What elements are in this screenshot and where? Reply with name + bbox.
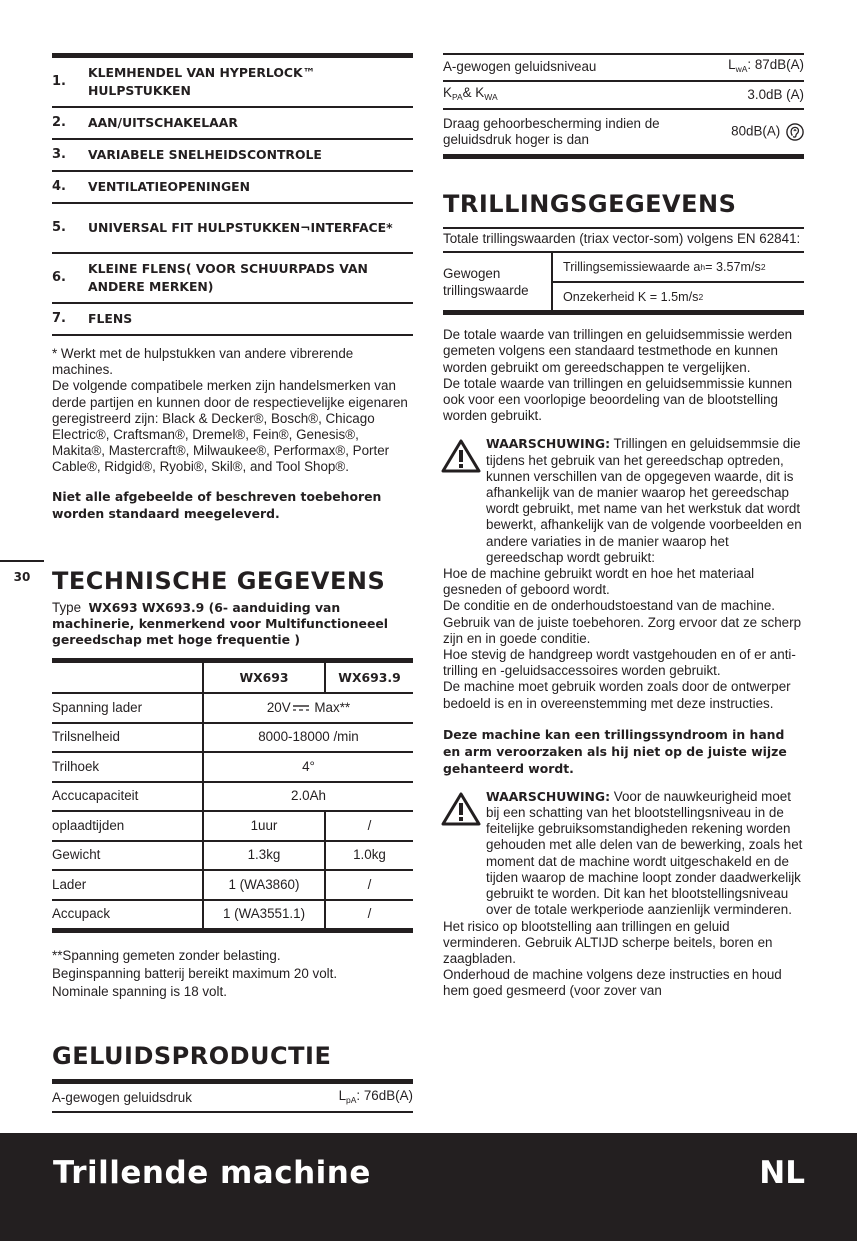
vibration-intro: Totale trillingswaarden (triax vector-som) volgens EN 62841: xyxy=(443,229,804,253)
part-label: KLEMHENDEL VAN HYPERLOCK™ HULPSTUKKEN xyxy=(88,65,315,98)
type-value: WX693 WX693.9 (6- aanduiding van machinerie, kenmerkend voor Multifunctioneeel gereedschap met hoge frequentie ) xyxy=(52,599,388,648)
vibration-paragraph xyxy=(443,327,804,424)
hearing-protection-value: 80dB(A) xyxy=(731,123,781,139)
part-number: 3. xyxy=(52,146,66,162)
warning-item: Hoe de machine gebruikt wordt en hoe het materiaal gesneden of geboord wordt. xyxy=(443,566,755,598)
warning-item: Het risico op blootstelling aan trillingen en geluid verminderen. Gebruik ALTIJD scherpe beitels, boren en zaagbladen. xyxy=(443,918,773,966)
compatibility-note xyxy=(52,346,413,476)
table-row xyxy=(52,693,413,723)
sound-pressure-label: A-gewogen geluidsdruk xyxy=(52,1089,192,1105)
k-sub: PA xyxy=(451,91,463,102)
uncertainty-label: Onzekerheid K = 1.5m/s xyxy=(563,289,699,304)
part-number: 2. xyxy=(52,114,66,130)
part-number: 6. xyxy=(52,269,66,285)
row-label: Spanning lader xyxy=(52,693,203,723)
page-number: 30 xyxy=(0,560,44,592)
sound-pressure-value-group xyxy=(339,1088,413,1108)
hearing-protection-row xyxy=(443,110,804,154)
table-row xyxy=(52,723,413,753)
ear-protection-icon xyxy=(786,123,804,141)
warning-item: De conditie en de onderhoudstoestand van de machine. xyxy=(443,598,776,614)
table-header-row xyxy=(52,661,413,694)
part-label: VENTILATIEOPENINGEN xyxy=(88,179,250,194)
k-sub: WA xyxy=(484,91,498,102)
k-symbol: K xyxy=(443,84,452,100)
table-row xyxy=(52,782,413,812)
paragraph-line: De totale waarde van trillingen en geluidsemmissie kunnen ook voor een voorlopige beoordeling van de blootstelling worden gebruikt. xyxy=(443,375,793,424)
warning-item: De machine moet gebruik worden zoals door de ontwerper bedoeld is en in overeenstemming met deze instructies. xyxy=(443,679,791,711)
warning-body: Trillingen en geluidsemmsie die tijdens het gebruik van het gereedschap optreden, kunnen verschillen van de opgegeven waarde, dit is afhankelijk van de manier waarop het gereedschap wordt gebruikt, met name van het werkstuk dat wordt bewerkt, afhankelijk van de volgende voorbeelden en andere variaties in de manier waarop het gereedschap wordt gebruikt: xyxy=(486,436,802,565)
sound-power-row xyxy=(443,55,804,82)
table-row xyxy=(52,811,413,841)
part-number: 1. xyxy=(52,73,66,89)
technical-heading: TECHNISCHE GEGEVENS xyxy=(52,566,386,595)
column-wx6939: WX693.9 xyxy=(325,661,413,694)
voltage-cell xyxy=(203,693,413,723)
language-code: NL xyxy=(759,1155,805,1191)
vibration-value-cells xyxy=(553,253,804,310)
warning-title: WAARSCHUWING: xyxy=(486,788,611,804)
vibration-table xyxy=(443,227,804,315)
row-value-wx6939: / xyxy=(325,900,413,931)
parts-list xyxy=(52,53,413,336)
part-number: 7. xyxy=(52,310,66,326)
parts-list-item xyxy=(52,108,413,140)
row-value: 4° xyxy=(203,752,413,782)
symbol-sub: wA xyxy=(735,64,748,75)
warning-icon xyxy=(441,439,481,473)
warning-block-2 xyxy=(443,789,804,1000)
footnote-line: **Spanning gemeten zonder belasting. xyxy=(52,948,281,964)
noise-heading: GELUIDSPRODUCTIE xyxy=(52,1042,332,1071)
footnote-line: Beginspanning batterij bereikt maximum 20 volt. xyxy=(52,966,338,982)
hearing-protection-label: Draag gehoorbescherming indien de geluidsdruk hoger is dan xyxy=(443,115,660,147)
row-value-wx693: 1 (WA3551.1) xyxy=(203,900,325,931)
sound-pressure-value: : 76dB(A) xyxy=(356,1087,413,1103)
parts-list-item xyxy=(52,204,413,254)
table-row xyxy=(52,752,413,782)
k-value: 3.0dB (A) xyxy=(747,86,804,102)
warning-title: WAARSCHUWING: xyxy=(486,436,611,452)
table-row xyxy=(52,841,413,871)
row-value-wx693: 1.3kg xyxy=(203,841,325,871)
part-label: VARIABELE SNELHEIDSCONTROLE xyxy=(88,147,322,162)
emission-sub: h xyxy=(700,262,706,273)
parts-list-item xyxy=(52,172,413,204)
voltage-value: 20V xyxy=(266,699,291,715)
warning-text xyxy=(443,789,804,919)
type-line xyxy=(52,600,413,649)
uncertainty-sup: 2 xyxy=(698,291,704,302)
right-column xyxy=(443,53,804,1000)
row-label: Trilhoek xyxy=(52,752,203,782)
warning-item: Hoe stevig de handgreep wordt vastgehouden en of er anti-trilling en -geluidsaccessoires worden gebruikt. xyxy=(443,647,796,679)
part-label: AAN/UITSCHAKELAAR xyxy=(88,115,238,130)
sound-power-value: : 87dB(A) xyxy=(747,57,804,73)
k-label xyxy=(443,85,498,105)
parts-list-item xyxy=(52,140,413,172)
weighted-label: Gewogen trillingswaarde xyxy=(443,253,553,310)
table-row xyxy=(52,870,413,900)
row-value-wx693: 1 (WA3860) xyxy=(203,870,325,900)
footnote-line: Nominale spanning is 18 volt. xyxy=(52,984,227,1000)
row-value-wx6939: 1.0kg xyxy=(325,841,413,871)
note-line: De volgende compatibele merken zijn handelsmerken van derde partijen en kunnen door de respectievelijke eigenaren geregistreerd zijn: Black & Decker®, Bosch®, Chicago Electric®, Craftsman®, Dremel®, Fein®, Genesis®, Makita®, Mastercraft®, Milwaukee®, Performax®, Porter Cable®, Ridgid®, Ryobi®, Skil®, and Tool Shop®. xyxy=(52,378,408,475)
row-value: 2.0Ah xyxy=(203,782,413,812)
row-value: 8000-18000 /min xyxy=(203,723,413,753)
hearing-protection-value-group xyxy=(731,123,804,141)
sound-power-value-group xyxy=(728,57,804,77)
emission-value: = 3.57m/s xyxy=(705,260,761,275)
noise-table xyxy=(443,53,804,159)
note-line: * Werkt met de hulpstukken van andere vibrerende machines. xyxy=(52,346,354,378)
uncertainty-value-row xyxy=(553,283,804,310)
warning-icon xyxy=(441,792,481,826)
syndrome-warning: Deze machine kan een trillingssyndroom in hand en arm veroorzaken als hij niet op de juiste wijze gehanteerd wordt. xyxy=(443,726,787,776)
table-row xyxy=(52,900,413,931)
row-label: Trilsnelheid xyxy=(52,723,203,753)
row-label: Gewicht xyxy=(52,841,203,871)
sound-pressure-row xyxy=(52,1079,413,1113)
vibration-values xyxy=(443,253,804,310)
spec-table xyxy=(52,658,413,933)
uncertainty-row xyxy=(443,82,804,110)
part-number: 5. xyxy=(52,219,66,235)
symbol-l: L xyxy=(338,1087,347,1103)
sound-power-label: A-gewogen geluidsniveau xyxy=(443,59,597,75)
parts-list-item xyxy=(52,304,413,336)
row-label: Accucapaciteit xyxy=(52,782,203,812)
paragraph-line: De totale waarde van trillingen en geluidsemmissie werden gemeten volgens een standaard testmethode en kunnen worden gebruikt om gereedschappen te vergelijken. xyxy=(443,327,793,375)
column-wx693: WX693 xyxy=(203,661,325,694)
part-label: UNIVERSAL FIT HULPSTUKKEN¬INTERFACE* xyxy=(88,220,393,235)
row-label: Accupack xyxy=(52,906,111,922)
warning-block-1 xyxy=(443,436,804,711)
part-label: KLEINE FLENS( VOOR SCHUURPADS VAN ANDERE MERKEN) xyxy=(88,261,368,294)
row-label: oplaadtijden xyxy=(52,811,203,841)
emission-sup: 2 xyxy=(760,262,766,273)
parts-list-item xyxy=(52,58,413,108)
left-column xyxy=(52,53,413,1113)
warning-item: Onderhoud de machine volgens deze instructies en houd hem goed gesmeerd (voor zover van xyxy=(443,967,782,999)
symbol-sub: pA xyxy=(346,1094,357,1105)
part-number: 4. xyxy=(52,178,66,194)
footer-bar xyxy=(0,1133,857,1241)
footer-title: Trillende machine xyxy=(53,1155,371,1191)
voltage-footnotes xyxy=(52,947,413,1001)
warning-body: Voor de nauwkeurigheid moet bij een schatting van het blootstellingsniveau in de feitelijke gebruiksomstandigheden rekening worden gehouden met alle delen van de bewerking, zoals het moment dat de machine wordt uitgeschakeld en de tijden waarop de machine loopt zonder daadwerkelijk gebruikt te worden. Dit kan het blootstellingsniveau over de totale werkperiode aanzienlijk verminderen. xyxy=(486,788,803,918)
header-empty xyxy=(52,661,203,694)
row-value-wx6939: / xyxy=(325,811,413,841)
warning-item: Gebruik van de juiste toebehoren. Zorg ervoor dat ze scherp zijn en in goede conditie. xyxy=(443,614,802,646)
dc-symbol-icon xyxy=(292,703,310,713)
emission-label: Trillingsemissiewaarde a xyxy=(563,260,701,275)
parts-list-item xyxy=(52,254,413,304)
k-mid: & K xyxy=(462,84,485,100)
emission-value-row xyxy=(553,253,804,283)
row-value-wx6939: / xyxy=(325,870,413,900)
accessories-note: Niet alle afgebeelde of beschreven toebehoren worden standaard meegeleverd. xyxy=(52,488,382,521)
row-value-wx693: 1uur xyxy=(203,811,325,841)
type-label: Type xyxy=(52,599,82,615)
symbol-l: L xyxy=(728,57,736,73)
voltage-max: Max** xyxy=(314,699,351,715)
vibration-heading: TRILLINGSGEGEVENS xyxy=(443,190,737,218)
row-label: Lader xyxy=(52,870,203,900)
warning-text xyxy=(443,436,804,566)
part-label: FLENS xyxy=(88,311,133,326)
